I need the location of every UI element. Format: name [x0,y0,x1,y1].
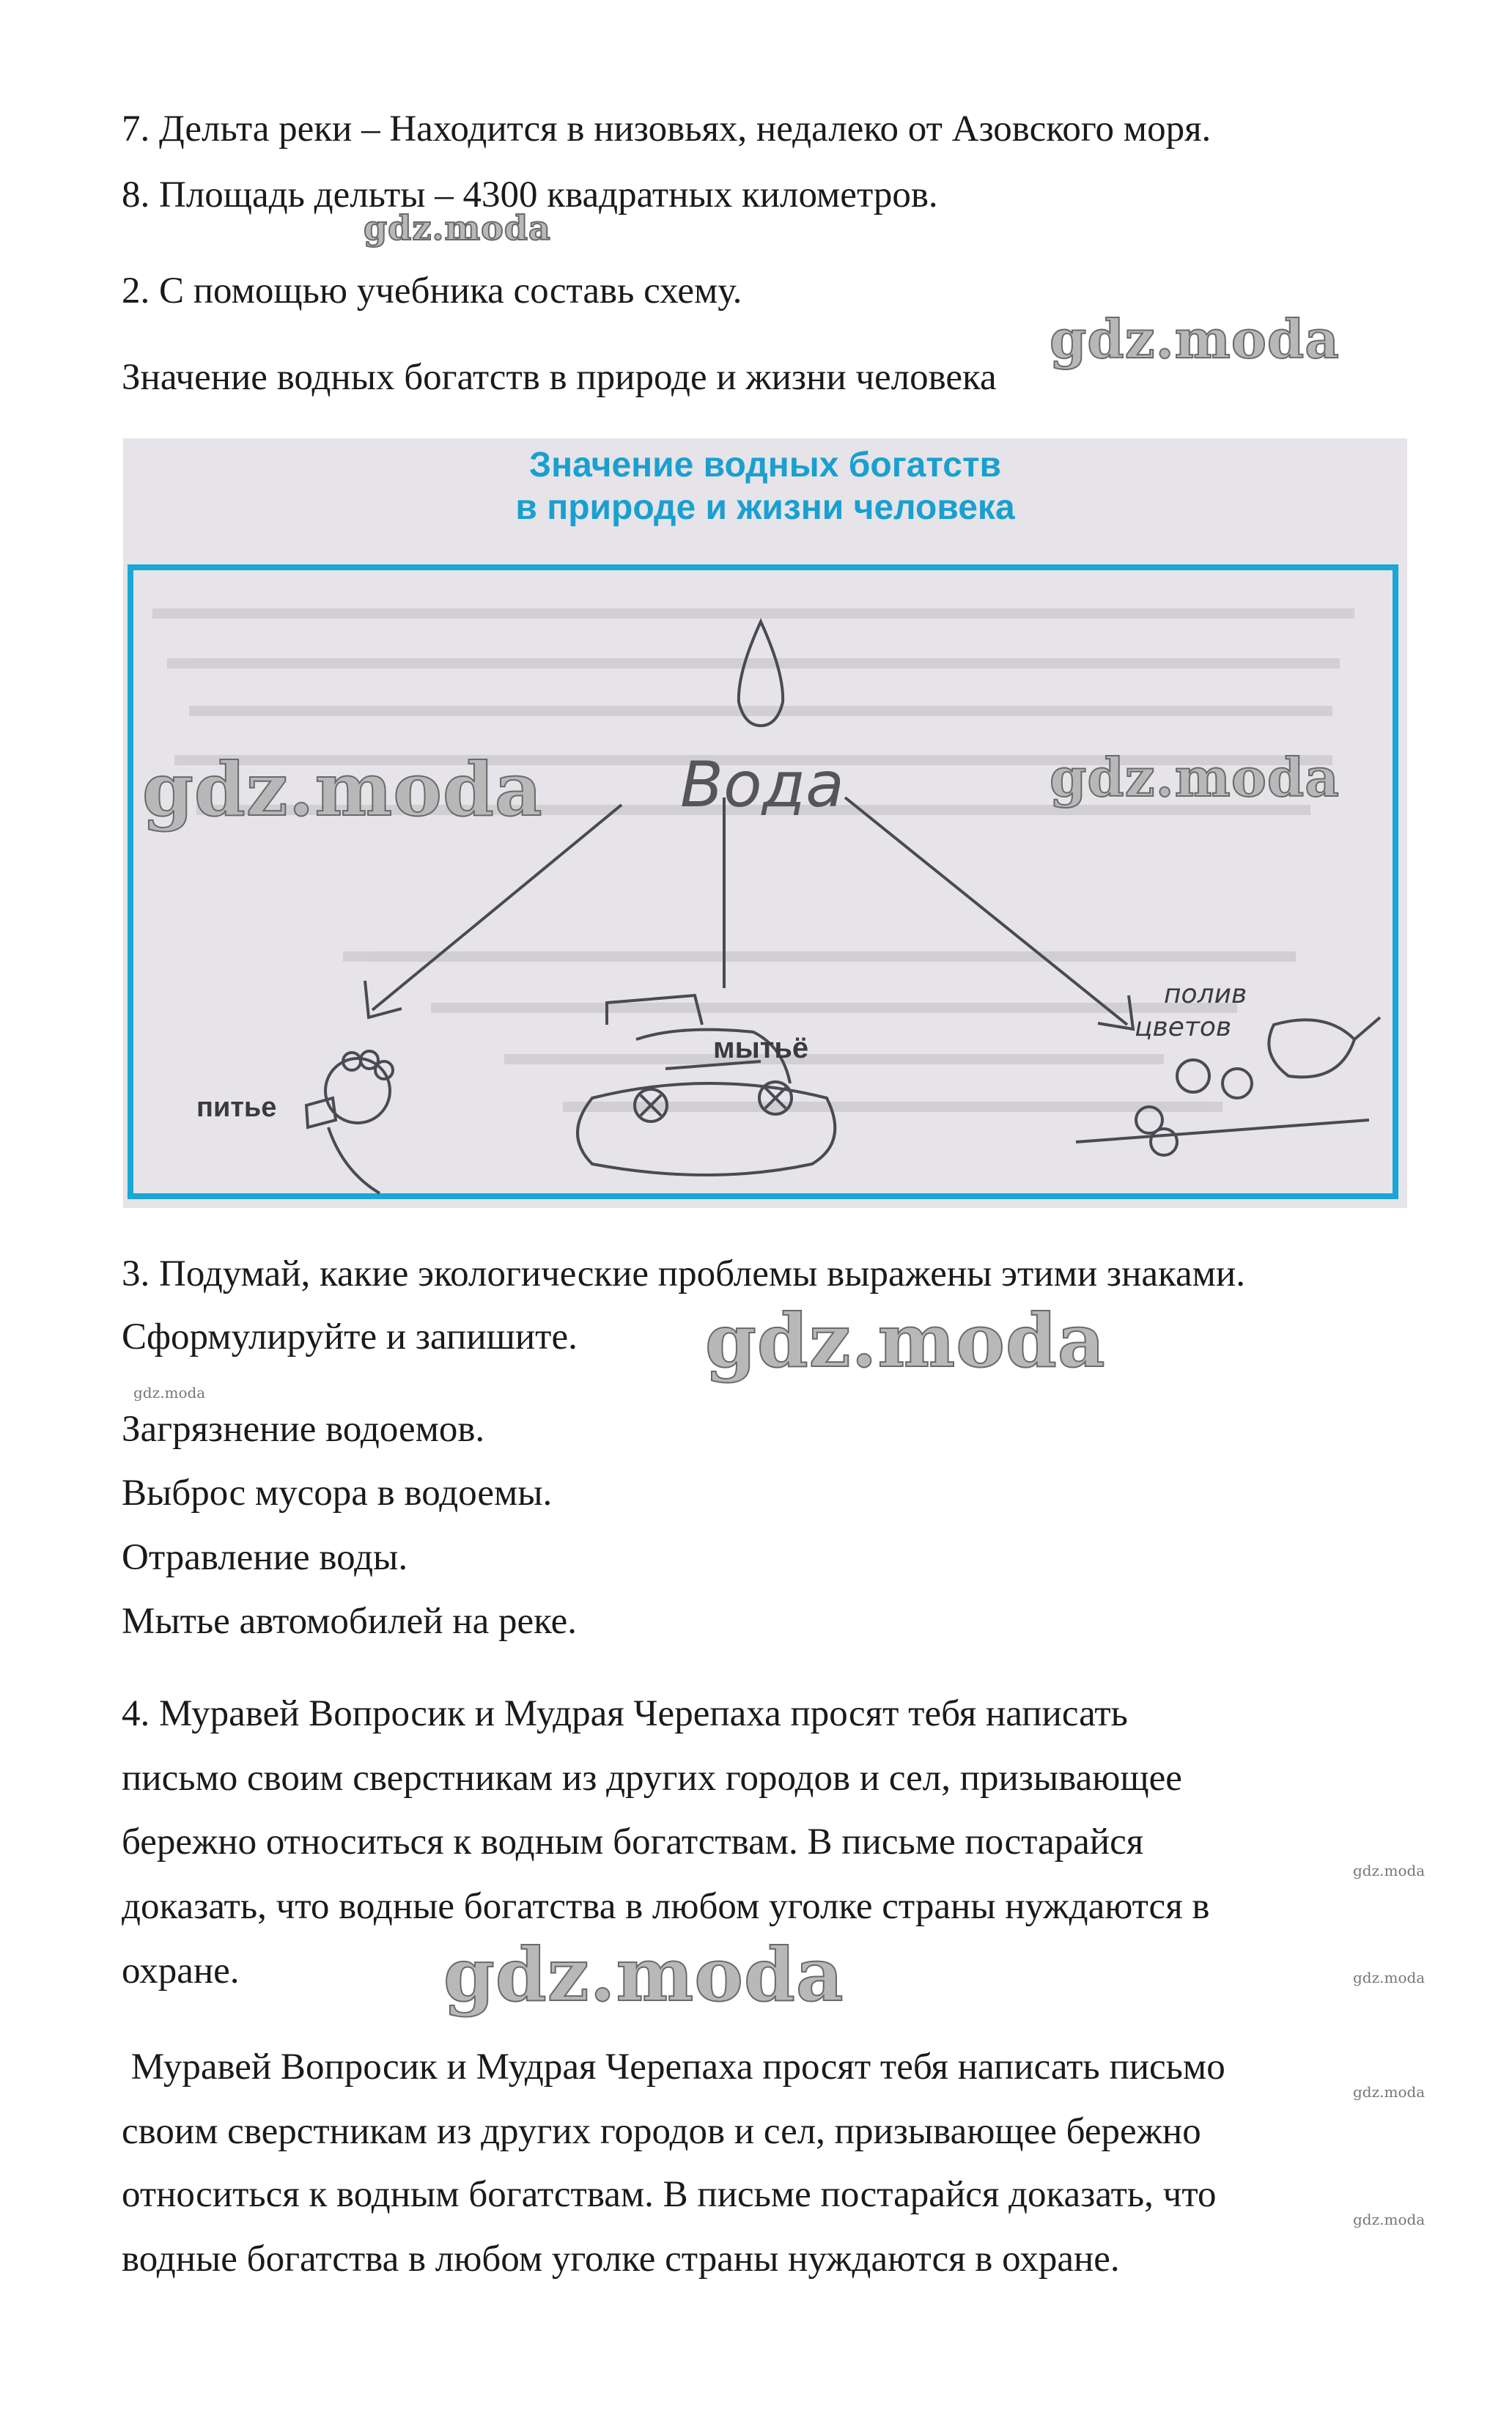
label-watering-1: полив [1164,979,1247,1009]
watermark: gdz.moda [364,208,551,248]
text-line-8: 8. Площадь дельты – 4300 квадратных километров. [122,174,938,215]
answer-2: Выброс мусора в водоемы. [122,1473,553,1514]
scheme-center-label: Вода [680,748,844,822]
watermark: gdz.moda [142,746,543,833]
watermark: gdz.moda [443,1931,844,2018]
label-washing: мытьё [713,1032,809,1064]
answer-3: Отравление воды. [122,1537,408,1578]
task-2-subheading: Значение водных богатств в природе и жизни человека [122,357,997,398]
watermark: gdz.moda [1050,308,1340,370]
letter-line-2: своим сверстникам из других городов и сел, призывающее бережно [122,2111,1201,2152]
text-line-7: 7. Дельта реки – Находится в низовьях, недалеко от Азовского моря. [122,108,1212,150]
task-3-line-1: 3. Подумай, какие экологические проблемы выражены этими знаками. [122,1253,1245,1294]
answer-4: Мытье автомобилей на реке. [122,1601,577,1642]
watermark-small: gdz.moda [1353,1969,1426,1986]
task-4-line-2: письмо своим сверстникам из других городов и сел, призывающее [122,1758,1182,1799]
scheme-title-line-1: Значение водных богатств [529,446,1001,485]
letter-line-4: водные богатства в любом уголке страны нуждаются в охране. [122,2239,1120,2280]
letter-line-3: относиться к водным богатствам. В письме постарайся доказать, что [122,2174,1217,2215]
watermark-small: gdz.moda [1353,2211,1426,2228]
watermark-small: gdz.moda [1353,1862,1426,1879]
scheme-title-line-2: в природе и жизни человека [515,488,1015,527]
answer-1: Загрязнение водоемов. [122,1409,485,1450]
watermark: gdz.moda [1050,746,1340,808]
task-4-line-4: доказать, что водные богатства в любом уголке страны нуждаются в [122,1886,1210,1927]
watermark: gdz.moda [705,1297,1106,1384]
label-watering-2: цветов [1135,1012,1232,1042]
task-4-line-3: бережно относиться к водным богатствам. В письме постарайся [122,1821,1144,1863]
letter-line-1: Муравей Вопросик и Мудрая Черепаха просят тебя написать письмо [122,2047,1225,2088]
task-2-heading: 2. С помощью учебника составь схему. [122,270,742,312]
label-drinking: питье [196,1092,277,1123]
watermark-small: gdz.moda [1353,2083,1426,2101]
watermark-small: gdz.moda [133,1384,206,1401]
task-3-line-2: Сформулируйте и запишите. [122,1316,578,1357]
task-4-line-5: охране. [122,1950,240,1992]
task-4-line-1: 4. Муравей Вопросик и Мудрая Черепаха просят тебя написать [122,1693,1128,1734]
